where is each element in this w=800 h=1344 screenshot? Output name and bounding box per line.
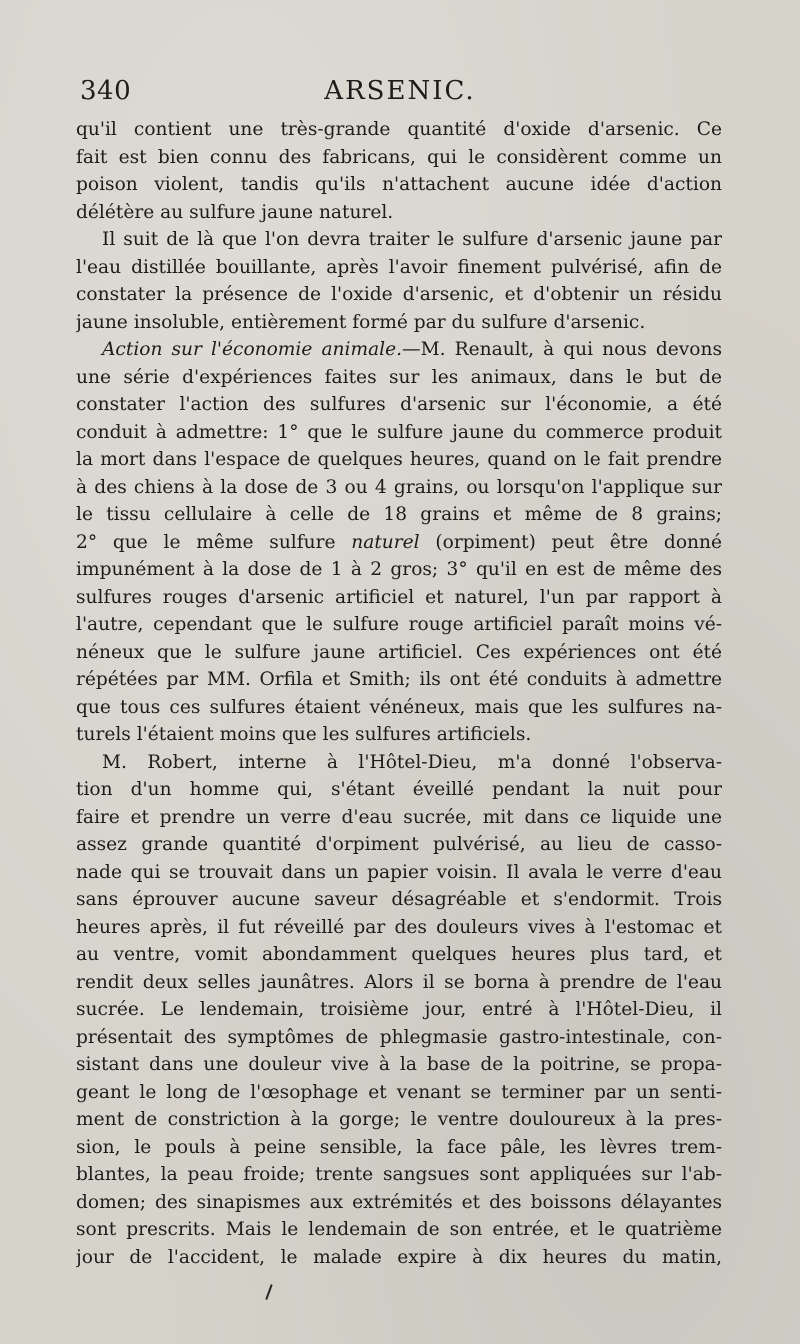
text-line (76, 886, 722, 914)
text-line (76, 556, 722, 584)
text-line (76, 859, 722, 887)
text-line (76, 364, 722, 392)
text-line (76, 391, 722, 419)
text-line (76, 336, 722, 364)
text-line (76, 749, 722, 777)
line-text: l'eau distillée bouillante, après l'avoir finement pulvérisé, afin de (76, 256, 722, 278)
line-text: Il suit de là que l'on devra traiter le sulfure d'arsenic jaune par (102, 229, 722, 250)
ink-mark (265, 1284, 272, 1300)
section-heading: Action sur l'économie animale. (102, 339, 403, 360)
text-line (76, 694, 722, 722)
text-line (76, 611, 722, 639)
line-text: —M. Renault, à qui nous devons (402, 339, 722, 360)
text-line (76, 281, 722, 309)
line-text: répétées par MM. Orfila et Smith; ils ont été conduits à admettre (76, 669, 722, 690)
line-text: présentait des symptômes de phlegmasie gastro-intestinale, con- (76, 1026, 722, 1048)
line-text: qu'il contient une très-grande quantité d'oxide d'arsenic. Ce (76, 119, 722, 140)
italic-term: naturel (351, 531, 420, 553)
line-text: nade qui se trouvait dans un papier voisin. Il avala le verre d'eau (76, 861, 722, 883)
text-line (76, 831, 722, 859)
text-line (76, 529, 722, 557)
line-text: sulfures rouges d'arsenic artificiel et naturel, l'un par rapport à (76, 586, 722, 608)
page-header (80, 76, 720, 116)
text-line (76, 226, 722, 254)
text-line (76, 639, 722, 667)
line-text: jour de l'accident, le malade expire à dix heures du matin, (76, 1246, 722, 1268)
text-line (76, 501, 722, 529)
line-text: blantes, la peau froide; trente sangsues sont appliquées sur l'ab- (76, 1164, 722, 1185)
text-line (76, 914, 722, 942)
line-text: délétère au sulfure jaune naturel. (76, 201, 394, 223)
line-text: jaune insoluble, entièrement formé par du sulfure d'arsenic. (76, 311, 646, 333)
text-line (76, 144, 722, 172)
line-text: turels l'étaient moins que les sulfures artificiels. (76, 724, 532, 745)
line-text: faire et prendre un verre d'eau sucrée, mit dans ce liquide une (76, 806, 722, 828)
text-line (76, 969, 722, 997)
line-text: assez grande quantité d'orpiment pulvérisé, au lieu de casso- (76, 834, 722, 855)
line-text: que tous ces sulfures étaient vénéneux, mais que les sulfures na- (76, 696, 722, 718)
text-line (76, 254, 722, 282)
line-text: constater la présence de l'oxide d'arsenic, et d'obtenir un résidu (76, 284, 722, 305)
text-line (76, 171, 722, 199)
text-line (76, 199, 722, 227)
text-line (76, 804, 722, 832)
running-title: ARSENIC. (324, 76, 476, 106)
line-text: conduit à admettre: 1° que le sulfure jaune du commerce produit (76, 421, 722, 443)
line-text: le tissu cellulaire à celle de 18 grains et même de 8 grains; (76, 504, 722, 525)
line-text: sont prescrits. Mais le lendemain de son entrée, et le quatrième (76, 1219, 722, 1240)
line-text: sans éprouver aucune saveur désagréable et s'endormit. Trois (76, 889, 722, 910)
text-line (76, 446, 722, 474)
line-text: tion d'un homme qui, s'étant éveillé pendant la nuit pour (76, 779, 722, 800)
line-text: une série d'expériences faites sur les animaux, dans le but de (76, 366, 722, 388)
text-line (76, 1134, 722, 1162)
text-line (76, 666, 722, 694)
text-line (76, 1189, 722, 1217)
line-text: ment de constriction à la gorge; le ventre douloureux à la pres- (76, 1109, 722, 1130)
text-line (76, 1244, 722, 1272)
line-text: sucrée. Le lendemain, troisième jour, entré à l'Hôtel-Dieu, il (76, 999, 722, 1020)
text-line (76, 584, 722, 612)
text-line (76, 1216, 722, 1244)
line-text: geant le long de l'œsophage et venant se terminer par un senti- (76, 1081, 722, 1103)
text-line (76, 419, 722, 447)
text-line (76, 1079, 722, 1107)
line-text: impunément à la dose de 1 à 2 gros; 3° qu'il en est de même des (76, 559, 722, 580)
text-line (76, 1051, 722, 1079)
text-line (76, 116, 722, 144)
text-line (76, 474, 722, 502)
text-line (76, 776, 722, 804)
line-text: heures après, il fut réveillé par des douleurs vives à l'estomac et (76, 916, 722, 938)
line-text: l'autre, cependant que le sulfure rouge artificiel paraît moins vé- (76, 614, 722, 635)
line-text: (orpiment) peut être donné (435, 531, 722, 553)
text-line (76, 309, 722, 337)
body-text (76, 116, 722, 1271)
line-text: néneux que le sulfure jaune artificiel. Ces expériences ont été (76, 641, 722, 663)
line-text: la mort dans l'espace de quelques heures, quand on le fait prendre (76, 449, 722, 470)
text-line (76, 1024, 722, 1052)
line-text: constater l'action des sulfures d'arsenic sur l'économie, a été (76, 394, 722, 415)
page-number: 340 (80, 76, 132, 106)
line-text: 2° que le même sulfure (76, 531, 336, 553)
text-line (76, 1161, 722, 1189)
line-text: sion, le pouls à peine sensible, la face pâle, les lèvres trem- (76, 1136, 722, 1158)
line-text: au ventre, vomit abondamment quelques heures plus tard, et (76, 944, 722, 965)
text-line (76, 941, 722, 969)
text-line (76, 1106, 722, 1134)
line-text: fait est bien connu des fabricans, qui le considèrent comme un (76, 146, 722, 168)
line-text: sistant dans une douleur vive à la base de la poitrine, se propa- (76, 1054, 722, 1075)
text-line (76, 996, 722, 1024)
text-line (76, 721, 722, 749)
line-text: à des chiens à la dose de 3 ou 4 grains, ou lorsqu'on l'applique sur (76, 476, 722, 498)
line-text: rendit deux selles jaunâtres. Alors il se borna à prendre de l'eau (76, 971, 722, 993)
line-text: domen; des sinapismes aux extrémités et des boissons délayantes (76, 1191, 722, 1213)
line-text: poison violent, tandis qu'ils n'attachent aucune idée d'action (76, 174, 722, 195)
line-text: M. Robert, interne à l'Hôtel-Dieu, m'a donné l'observa- (102, 751, 722, 773)
